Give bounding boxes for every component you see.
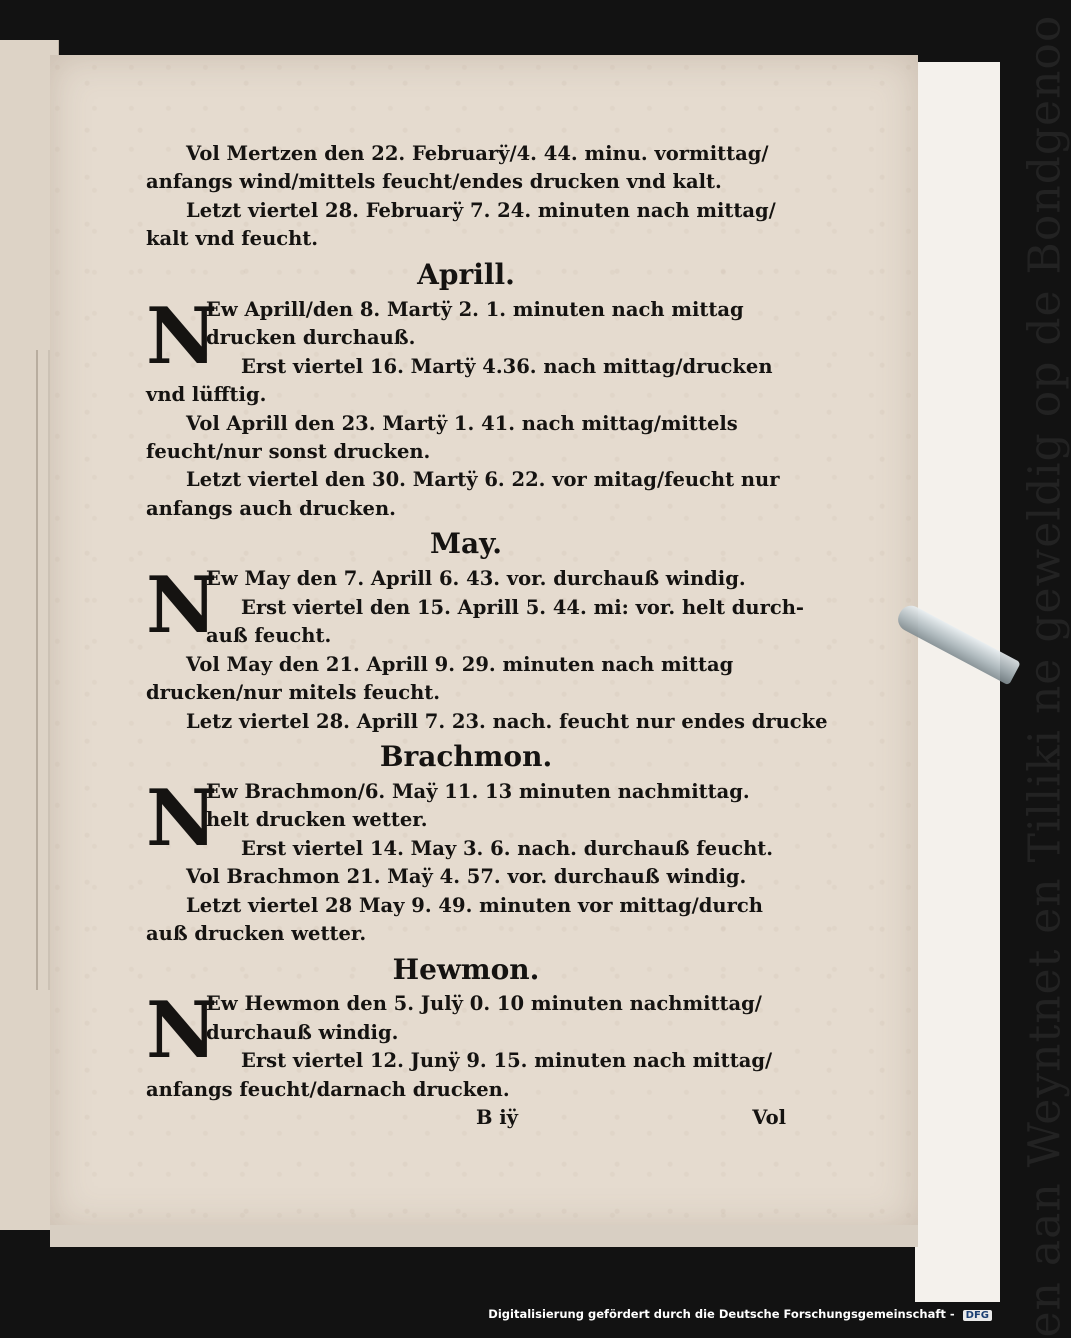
text-line: kalt vnd feucht.: [146, 227, 319, 251]
adjacent-page-text: en aan Weyntnet en Tilliki ne geweldig op de Bondgenoo: [1019, 14, 1071, 1338]
text-line: Ew Aprill/den 8. Martÿ 2. 1. minuten nach mittag: [206, 297, 744, 321]
text-line: Letzt viertel 28. Februarÿ 7. 24. minuten nach mittag/: [186, 198, 776, 222]
text-line: durchauß windig.: [206, 1020, 399, 1044]
text-line: Vol Aprill den 23. Martÿ 1. 41. nach mittag/mittels: [186, 411, 738, 435]
text-line: drucken durchauß.: [206, 326, 416, 350]
month-entry: [146, 560, 805, 652]
text-line: helt drucken wetter.: [206, 808, 428, 832]
month-heading: Hewmon.: [392, 952, 540, 986]
text-line: Ew Hewmon den 5. Julÿ 0. 10 minuten nachmittag/: [206, 992, 762, 1016]
text-line: Erst viertel 16. Martÿ 4.36. nach mittag/drucken: [241, 354, 773, 378]
text-line: Erst viertel den 15. Aprill 5. 44. mi: vor. helt durch-: [241, 595, 805, 619]
month-heading: Brachmon.: [379, 740, 553, 774]
text-line: Ew May den 7. Aprill 6. 43. vor. durchauß windig.: [206, 567, 746, 591]
decorated-initial: N: [146, 985, 218, 1077]
digitization-credit: [488, 1307, 992, 1321]
text-line: Vol May den 21. Aprill 9. 29. minuten nach mittag: [186, 652, 734, 676]
text-line: feucht/nur sonst drucken.: [146, 440, 431, 464]
page-text: [146, 140, 828, 1133]
text-line: Vol Mertzen den 22. Februarÿ/4. 44. minu. vormittag/: [186, 142, 769, 165]
text-line: Letzt viertel den 30. Martÿ 6. 22. vor mitag/feucht nur: [186, 468, 780, 492]
month-heading: May.: [430, 527, 502, 561]
decorated-initial: N: [146, 560, 218, 652]
text-line: auß feucht.: [206, 624, 332, 648]
month-entry: [146, 985, 786, 1077]
text-line: Erst viertel 14. May 3. 6. nach. durchauß feucht.: [241, 836, 774, 860]
page-fold: [36, 350, 50, 990]
text-line: anfangs feucht/darnach drucken.: [146, 1077, 510, 1101]
text-line: anfangs auch drucken.: [146, 496, 396, 520]
catchword: Vol: [752, 1106, 786, 1130]
text-line: Ew Brachmon/6. Maÿ 11. 13 minuten nachmittag.: [206, 779, 750, 803]
text-line: Vol Brachmon 21. Maÿ 4. 57. vor. durchauß windig.: [186, 865, 747, 889]
signature-mark: B iÿ: [476, 1106, 519, 1130]
text-line: auß drucken wetter.: [146, 922, 367, 946]
text-line: Erst viertel 12. Junÿ 9. 15. minuten nach mittag/: [241, 1049, 773, 1073]
decorated-initial: N: [146, 290, 218, 382]
month-heading: Aprill.: [417, 257, 515, 291]
credit-text: Digitalisierung gefördert durch die Deutsche Forschungsgemeinschaft -: [488, 1307, 955, 1321]
page-bottom-edge: [50, 1225, 918, 1247]
text-line: drucken/nur mitels feucht.: [146, 681, 441, 705]
text-line: anfangs wind/mittels feucht/endes drucken vnd kalt.: [146, 170, 722, 194]
text-line: Letz viertel 28. Aprill 7. 23. nach. feucht nur endes drucke: [186, 709, 828, 733]
month-entry: [146, 772, 786, 864]
dfg-logo-icon: DFG: [963, 1310, 992, 1321]
decorated-initial: N: [146, 772, 218, 864]
text-line: Letzt viertel 28 May 9. 49. minuten vor mittag/durch: [186, 893, 763, 917]
text-line: vnd lüfftig.: [146, 383, 267, 407]
page-footer: [146, 1104, 786, 1132]
